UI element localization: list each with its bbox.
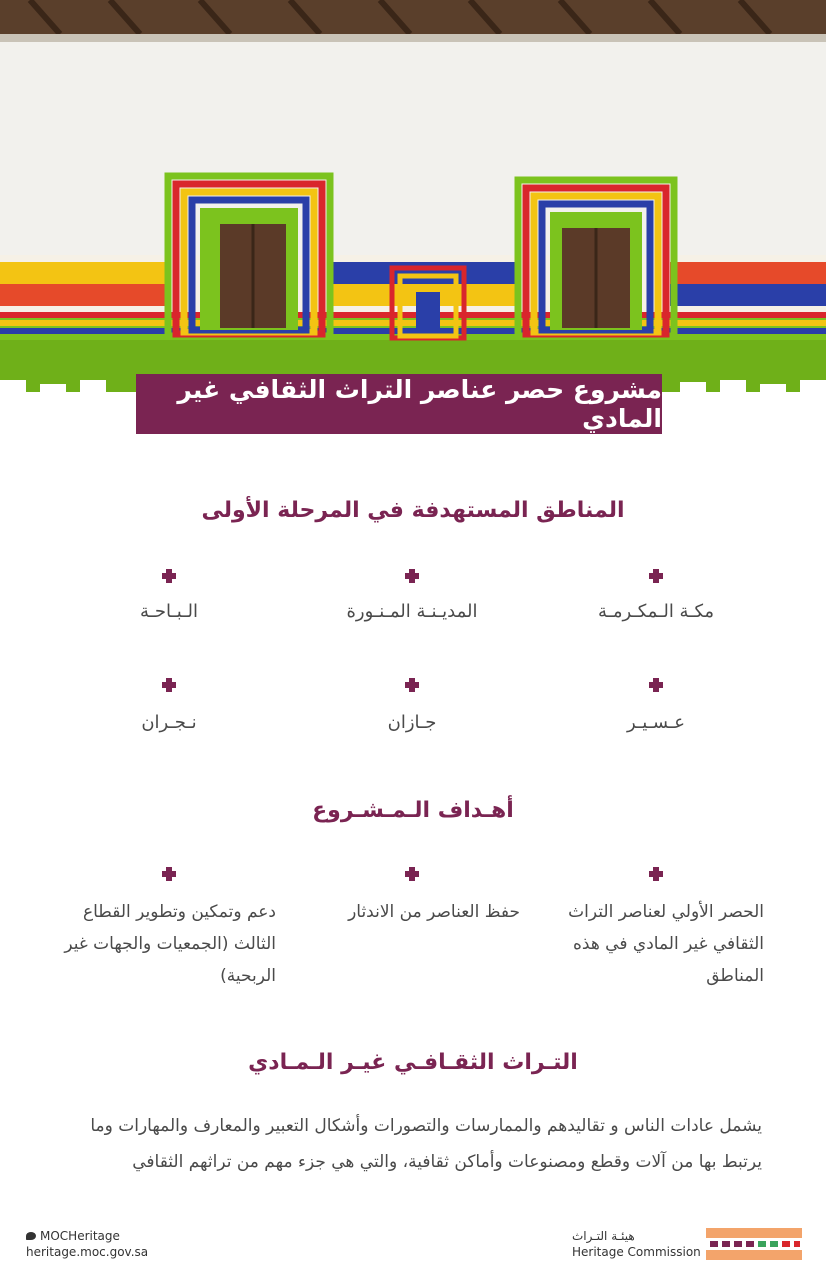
org-name [572, 1228, 701, 1260]
cross-bullet-icon [162, 867, 176, 881]
cross-bullet-icon [162, 678, 176, 692]
cross-bullet-icon [649, 678, 663, 692]
page-title: مشروع حصر عناصر التراث الثقافي غير المادي [136, 374, 662, 434]
cross-bullet-icon [405, 867, 419, 881]
cross-bullet-icon [405, 569, 419, 583]
regions-title: المناطق المستهدفة في المرحلة الأولى [201, 498, 625, 523]
region-jazan: جـازان [387, 712, 437, 733]
goals-title: أهـداف الـمـشـروع [312, 798, 514, 823]
org-name-english: Heritage Commission [572, 1245, 701, 1259]
intangible-heritage-description: يشمل عادات الناس و تقاليدهم والممارسات والتصورات وأشكال التعبير والمعارف والمهارات وما يرتبط بها من آلات وقطع ومصنوعات وأماكن ثقافية، والتي هي جزء مهم من تراثهم الثقافي [90, 1116, 762, 1172]
website-link[interactable]: heritage.moc.gov.sa [26, 1245, 149, 1259]
twitter-handle[interactable]: MOCHeritage [40, 1229, 120, 1243]
heritage-commission-logo-icon [706, 1228, 802, 1260]
goal-preservation: حفظ العناصر من الاندثار [348, 902, 520, 922]
hero-image [0, 0, 826, 430]
region-makkah: مكـة الـمكـرمـة [597, 601, 715, 622]
footer-contact [26, 1228, 148, 1260]
region-asir: عـسـيـر [627, 712, 685, 733]
region-madinah: المديـنـة المـنـورة [346, 601, 478, 622]
region-baha: الـبـاحـة [140, 601, 198, 622]
painted-wall-illustration [0, 0, 826, 430]
cross-bullet-icon [649, 867, 663, 881]
intangible-heritage-title: التـراث الثقـافـي غيـر الـمـادي [248, 1050, 578, 1075]
cross-bullet-icon [405, 678, 419, 692]
cross-bullet-icon [162, 569, 176, 583]
goal-initial-inventory: الحصر الأولي لعناصر التراث الثقافي غير المادي في هذه المناطق [568, 902, 764, 986]
region-najran: نـجـران [141, 712, 197, 733]
org-name-arabic: هيئـة التـراث [572, 1229, 635, 1243]
cross-bullet-icon [649, 569, 663, 583]
goal-third-sector-support: دعم وتمكين وتطوير القطاع الثالث (الجمعيات والجهات غير الربحية) [64, 902, 276, 986]
twitter-icon [26, 1232, 36, 1240]
